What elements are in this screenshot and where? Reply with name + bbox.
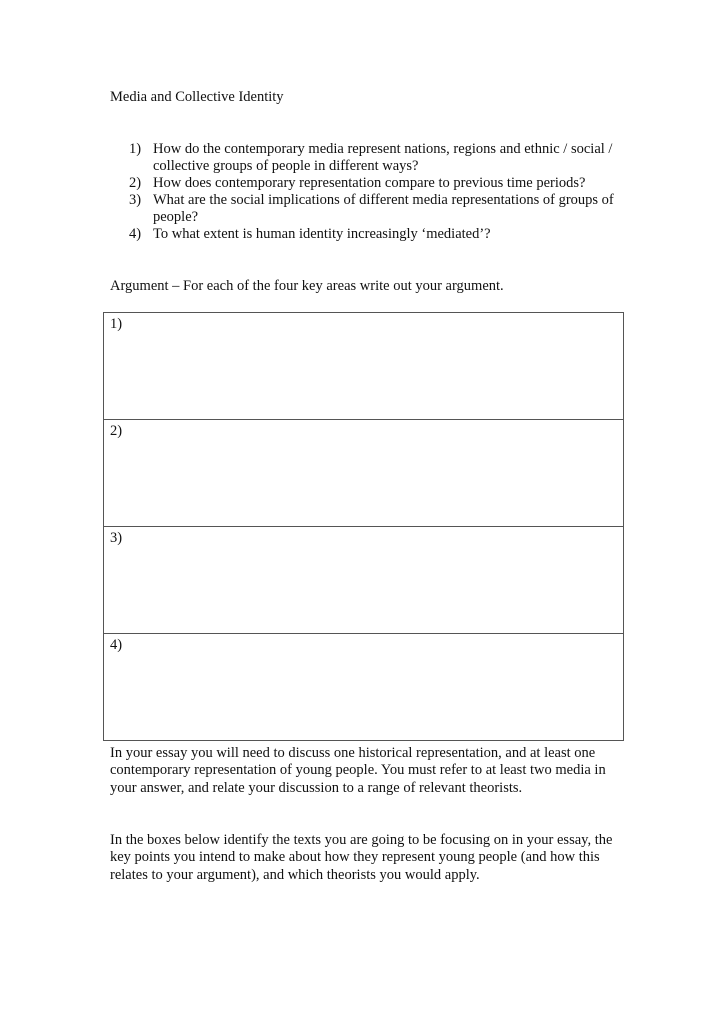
question-text: How do the contemporary media represent nations, regions and ethnic / social / collective groups of people in different ways? — [153, 141, 613, 174]
question-text: To what extent is human identity increasingly ‘mediated’? — [153, 226, 491, 242]
essay-instructions-paragraph: In your essay you will need to discuss one historical representation, and at least one contemporary representation of young people. You must refer to at least two media in your answer, and relate your discussion to a range of relevant theorists. — [110, 745, 606, 796]
question-number: 1) — [129, 141, 142, 157]
argument-row — [104, 527, 624, 634]
argument-box-label: 4) — [110, 637, 123, 653]
document-title: Media and Collective Identity — [110, 89, 284, 105]
question-number: 2) — [129, 175, 142, 191]
question-item — [110, 141, 630, 175]
argument-row — [104, 420, 624, 527]
question-list — [110, 141, 630, 243]
argument-box-2[interactable] — [104, 420, 624, 527]
question-number: 3) — [129, 192, 142, 208]
question-number: 4) — [129, 226, 142, 242]
argument-box-1[interactable] — [104, 313, 624, 420]
question-item — [110, 226, 630, 243]
question-item — [110, 175, 630, 192]
argument-row — [104, 634, 624, 741]
boxes-instructions-paragraph: In the boxes below identify the texts you are going to be focusing on in your essay, the key points you intend to make about how they represent young people (and how this relates to your argument), and which theorists you would apply. — [110, 832, 613, 883]
argument-box-4[interactable] — [104, 634, 624, 741]
question-item — [110, 192, 630, 226]
argument-box-label: 1) — [110, 316, 123, 332]
argument-row — [104, 313, 624, 420]
argument-box-label: 2) — [110, 423, 123, 439]
argument-instruction: Argument – For each of the four key areas write out your argument. — [110, 278, 504, 294]
argument-table — [103, 312, 624, 741]
argument-box-label: 3) — [110, 530, 123, 546]
argument-box-3[interactable] — [104, 527, 624, 634]
question-text: How does contemporary representation compare to previous time periods? — [153, 175, 586, 191]
question-text: What are the social implications of different media representations of groups of people? — [153, 192, 614, 225]
